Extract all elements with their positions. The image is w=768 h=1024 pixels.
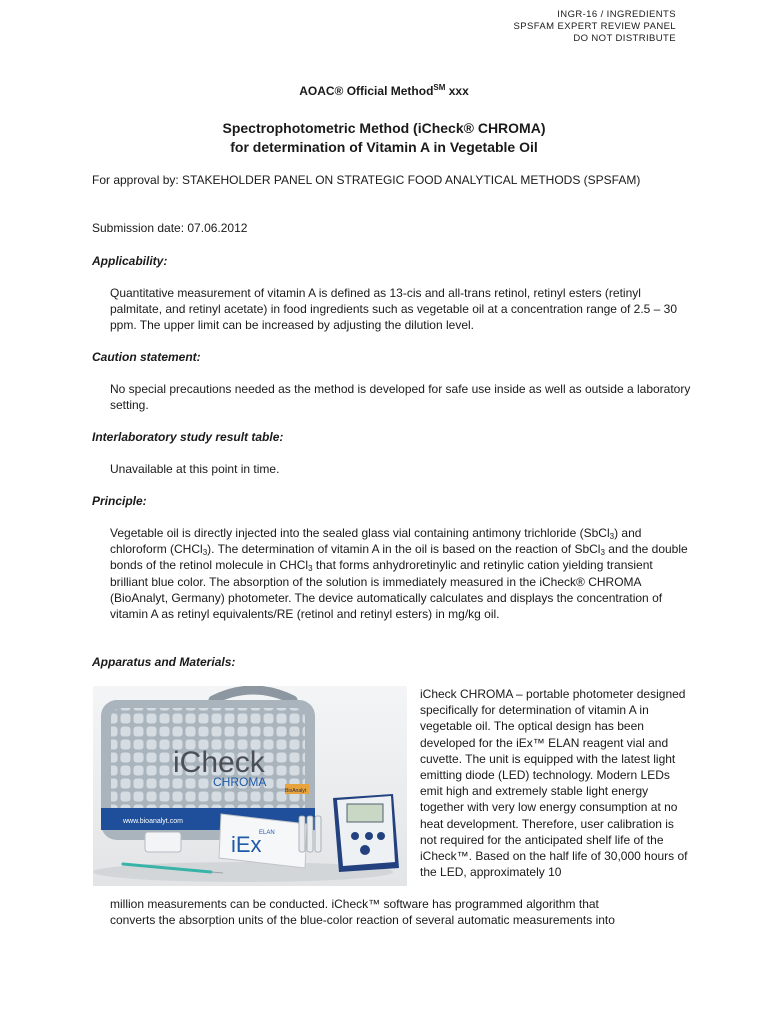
header-line-panel: SPSFAM EXPERT REVIEW PANEL <box>513 21 676 33</box>
caution-body: No special precautions needed as the method is developed for safe use inside as well as outside a laboratory setting. <box>110 382 691 413</box>
applicability-heading: Applicability: <box>92 254 168 268</box>
kit-model-text: ELAN <box>259 830 275 836</box>
case-maker-text: BioAnalyt <box>285 788 307 794</box>
case-model-text: CHROMA <box>213 775 267 789</box>
service-mark: SM <box>433 83 446 92</box>
submission-date: Submission date: 07.06.2012 <box>92 221 248 235</box>
method-prefix: AOAC® Official Method <box>299 84 434 98</box>
method-number: xxx <box>445 84 469 98</box>
icheck-photometer-device <box>333 794 399 872</box>
apparatus-description: iCheck CHROMA – portable photometer designed specifically for determination of vitamin A in vegetable oil. The optical design has been developed for the iEx™ ELAN reagent vial and cuvette. The unit is equipped with the latest light emitting diode (LED) technology. Modern LEDs emit high and extremely stable light energy together with very low energy consumption at no heat development. Therefore, user calibration is not required for the anticipated shelf life of the iCheck™. Based on the half life of 30,000 hours of the LED, approximately 10 <box>420 687 688 880</box>
apparatus-heading: Apparatus and Materials: <box>92 655 236 669</box>
principle-heading: Principle: <box>92 494 147 508</box>
kit-brand-text: iEx <box>231 832 262 857</box>
document-title <box>0 119 768 157</box>
case-url-text: www.bioanalyt.com <box>123 818 183 825</box>
apparatus-continuation-2: converts the absorption units of the blue-color reaction of several automatic measurements into <box>110 913 615 927</box>
header-line-distribution: DO NOT DISTRIBUTE <box>573 33 676 45</box>
header-line-ingredients: INGR-16 / INGREDIENTS <box>557 9 676 20</box>
interlab-body: Unavailable at this point in time. <box>110 462 280 476</box>
apparatus-continuation-1: million measurements can be conducted. iCheck™ software has programmed algorithm that <box>110 897 599 911</box>
method-designation <box>0 84 768 98</box>
title-line-1: Spectrophotometric Method (iCheck® CHROMA) <box>222 120 546 136</box>
caution-heading: Caution statement: <box>92 350 201 364</box>
approval-statement: For approval by: STAKEHOLDER PANEL ON STRATEGIC FOOD ANALYTICAL METHODS (SPSFAM) <box>92 173 641 187</box>
principle-body: Vegetable oil is directly injected into the sealed glass vial containing antimony trichloride (SbCl$_3$) and chloroform (CHCl$_3$). The determination of vitamin A in the oil is based on the reaction of SbCl$_3$ and the double bonds of the retinol molecule in CHCl$_3$ that forms anhydroretinylic and retinylic cation yielding transient brilliant blue color. The absorption of the solution is immediately measured in the iCheck® CHROMA (BioAnalyt, Germany) photometer. The device automatically calculates and displays the concentration of vitamin A as retinyl equivalents/RE (retinol and retinyl esters) in mg/kg oil. <box>110 526 688 622</box>
confidential-header <box>514 9 676 46</box>
interlab-heading: Interlaboratory study result table: <box>92 430 284 444</box>
icheck-kit-photo <box>93 686 407 886</box>
applicability-body: Quantitative measurement of vitamin A is defined as 13-cis and all-trans retinol, retinyl esters (retinyl palmitate, and retinyl acetate) in food ingredients such as vegetable oil at a concentration range of 2.5 – 30 ppm. The upper limit can be increased by adjusting the dilution level. <box>110 286 678 333</box>
reagent-kit-box <box>219 814 307 868</box>
title-line-2: for determination of Vitamin A in Vegetable Oil <box>230 139 538 155</box>
case-brand-text: iCheck <box>173 746 265 779</box>
